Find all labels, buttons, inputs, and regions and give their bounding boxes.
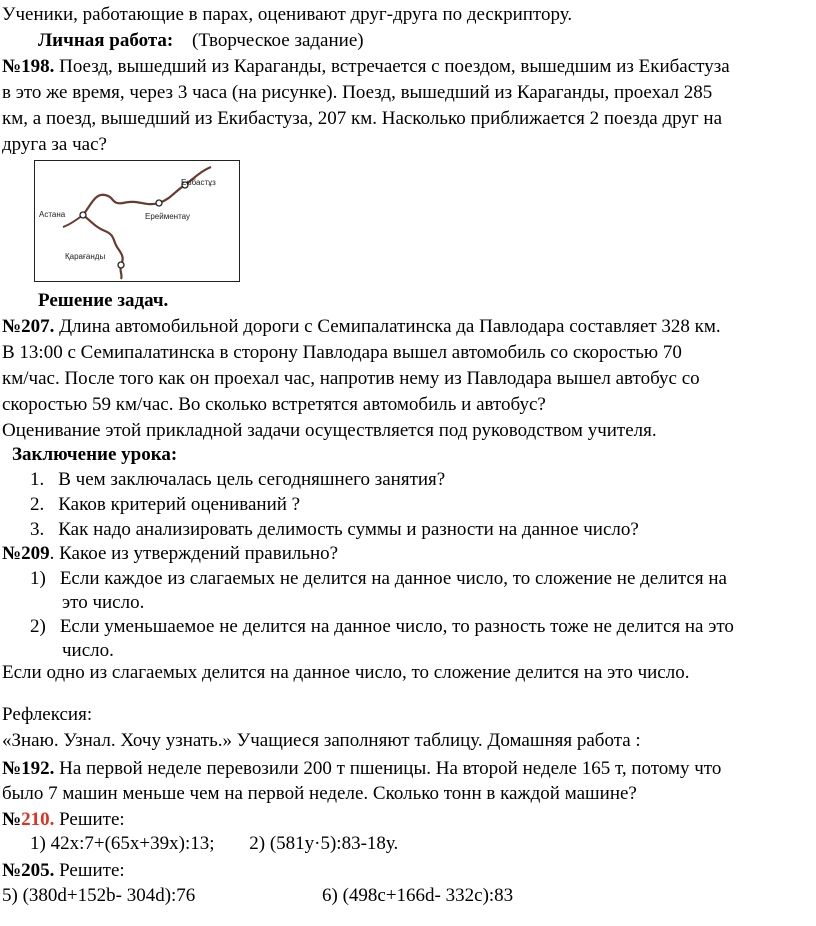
intro-text: Ученики, работающие в парах, оценивают друг-друга по дескриптору.	[2, 4, 573, 25]
task198-number: №198.	[2, 56, 55, 77]
task209-line	[2, 541, 338, 567]
task209-option-1-cont: это число.	[62, 592, 145, 613]
label-karaganda: Қарағанды	[65, 252, 106, 261]
task210-equation-1: 1) 42х:7+(65х+39х):13;	[30, 833, 215, 854]
option-number: 2)	[30, 616, 46, 637]
task192-line2: было 7 машин меньше чем на первой неделе. Сколько тонн в каждой машине?	[2, 783, 637, 804]
station-karaganda	[118, 262, 124, 268]
label-ekibastuz: Екібастұз	[181, 178, 216, 187]
task205-text: Решите:	[54, 860, 125, 881]
conclusion-item-1	[30, 467, 445, 493]
task207-line4: скоростью 59 км/час. Во сколько встретятся автомобиль и автобус?	[2, 394, 546, 415]
task210-number: 210.	[21, 809, 55, 830]
label-ereymentau: Ерейментау	[145, 212, 191, 221]
reflection-text: «Знаю. Узнал. Хочу узнать.» Учащиеся заполняют таблицу. Домашняя работа :	[2, 730, 641, 751]
task207-text-1: Длина автомобильной дороги с Семипалатинска да Павлодара составляет 328 км.	[54, 316, 721, 337]
task207-line3: км/час. После того как он проехал час, напротив нему из Павлодара вышел автобус со	[2, 368, 700, 389]
conclusion-heading: Заключение урока:	[12, 444, 178, 465]
task209-answer: Если одно из слагаемых делится на данное число, то сложение делится на это число.	[2, 662, 690, 683]
conclusion-item-number: 1.	[30, 469, 45, 490]
task207-line5: Оценивание этой прикладной задачи осуществляется под руководством учителя.	[2, 420, 657, 441]
personal-work-label: Личная работа:	[38, 30, 174, 51]
railway-line-astana-ekibastuz	[83, 167, 211, 215]
task198-line3: км, а поезд, вышедший из Екибастуза, 207 км. Насколько приближается 2 поезда друг на	[2, 108, 723, 129]
personal-work-line	[38, 28, 364, 54]
task210-text: Решите:	[54, 809, 125, 830]
task210-prefix: №	[2, 809, 22, 830]
railway-line-astana-karaganda	[83, 215, 123, 279]
conclusion-item-text: Каков критерий оцениваний ?	[58, 494, 301, 515]
task209-option-1	[30, 566, 727, 592]
task192-line1	[2, 756, 721, 782]
task209-text: . Какое из утверждений правильно?	[49, 543, 339, 564]
task209-number: №209	[2, 543, 50, 564]
task210-equation-2: 2) (581у·5):83-18у.	[249, 833, 399, 854]
railway-map-svg	[35, 161, 238, 280]
task207-line1	[2, 314, 721, 340]
conclusion-item-number: 2.	[30, 494, 45, 515]
task209-option-2	[30, 614, 734, 640]
task192-text-1: На первой неделе перевозили 200 т пшеницы. На второй неделе 165 т, потому что	[54, 758, 722, 779]
task198-line1	[2, 54, 730, 80]
conclusion-item-number: 3.	[30, 519, 45, 540]
solving-heading: Решение задач.	[38, 290, 169, 311]
task198-line2: в это же время, через 3 часа (на рисунке). Поезд, вышедший из Караганды, проехал 285	[2, 82, 713, 103]
reflection-label: Рефлексия:	[2, 704, 93, 725]
option-text: Если уменьшаемое не делится на данное число, то разность тоже не делится на это	[59, 616, 734, 637]
task205-number: №205.	[2, 860, 55, 881]
task207-line2: В 13:00 с Семипалатинска в сторону Павлодара вышел автомобиль со скоростью 70	[2, 342, 682, 363]
conclusion-item-text: В чем заключалась цель сегодняшнего занятия?	[58, 469, 446, 490]
label-astana: Астана	[39, 210, 66, 219]
railway-map	[34, 160, 240, 282]
task198-text-1: Поезд, вышедший из Караганды, встречается с поездом, вышедшим из Екибастуза	[54, 56, 730, 77]
conclusion-item-2	[30, 492, 300, 518]
task207-number: №207.	[2, 316, 55, 337]
task198-line4: друга за час?	[2, 134, 107, 155]
option-number: 1)	[30, 568, 46, 589]
station-ereymentau	[156, 200, 162, 206]
task205-equation-5: 5) (380d+152b- 304d):76	[2, 885, 196, 906]
task205-equation-6: 6) (498c+166d- 332c):83	[322, 885, 514, 906]
conclusion-item-text: Как надо анализировать делимость суммы и разности на данное число?	[58, 519, 639, 540]
option-text: Если каждое из слагаемых не делится на данное число, то сложение не делится на	[59, 568, 727, 589]
conclusion-item-3	[30, 517, 639, 543]
task210-line	[2, 807, 125, 833]
station-astana	[80, 212, 86, 218]
task210-equations	[30, 831, 398, 857]
task192-number: №192.	[2, 758, 55, 779]
task209-option-2-cont: число.	[62, 640, 114, 661]
task205-line	[2, 858, 125, 884]
personal-work-text: (Творческое задание)	[192, 30, 364, 51]
